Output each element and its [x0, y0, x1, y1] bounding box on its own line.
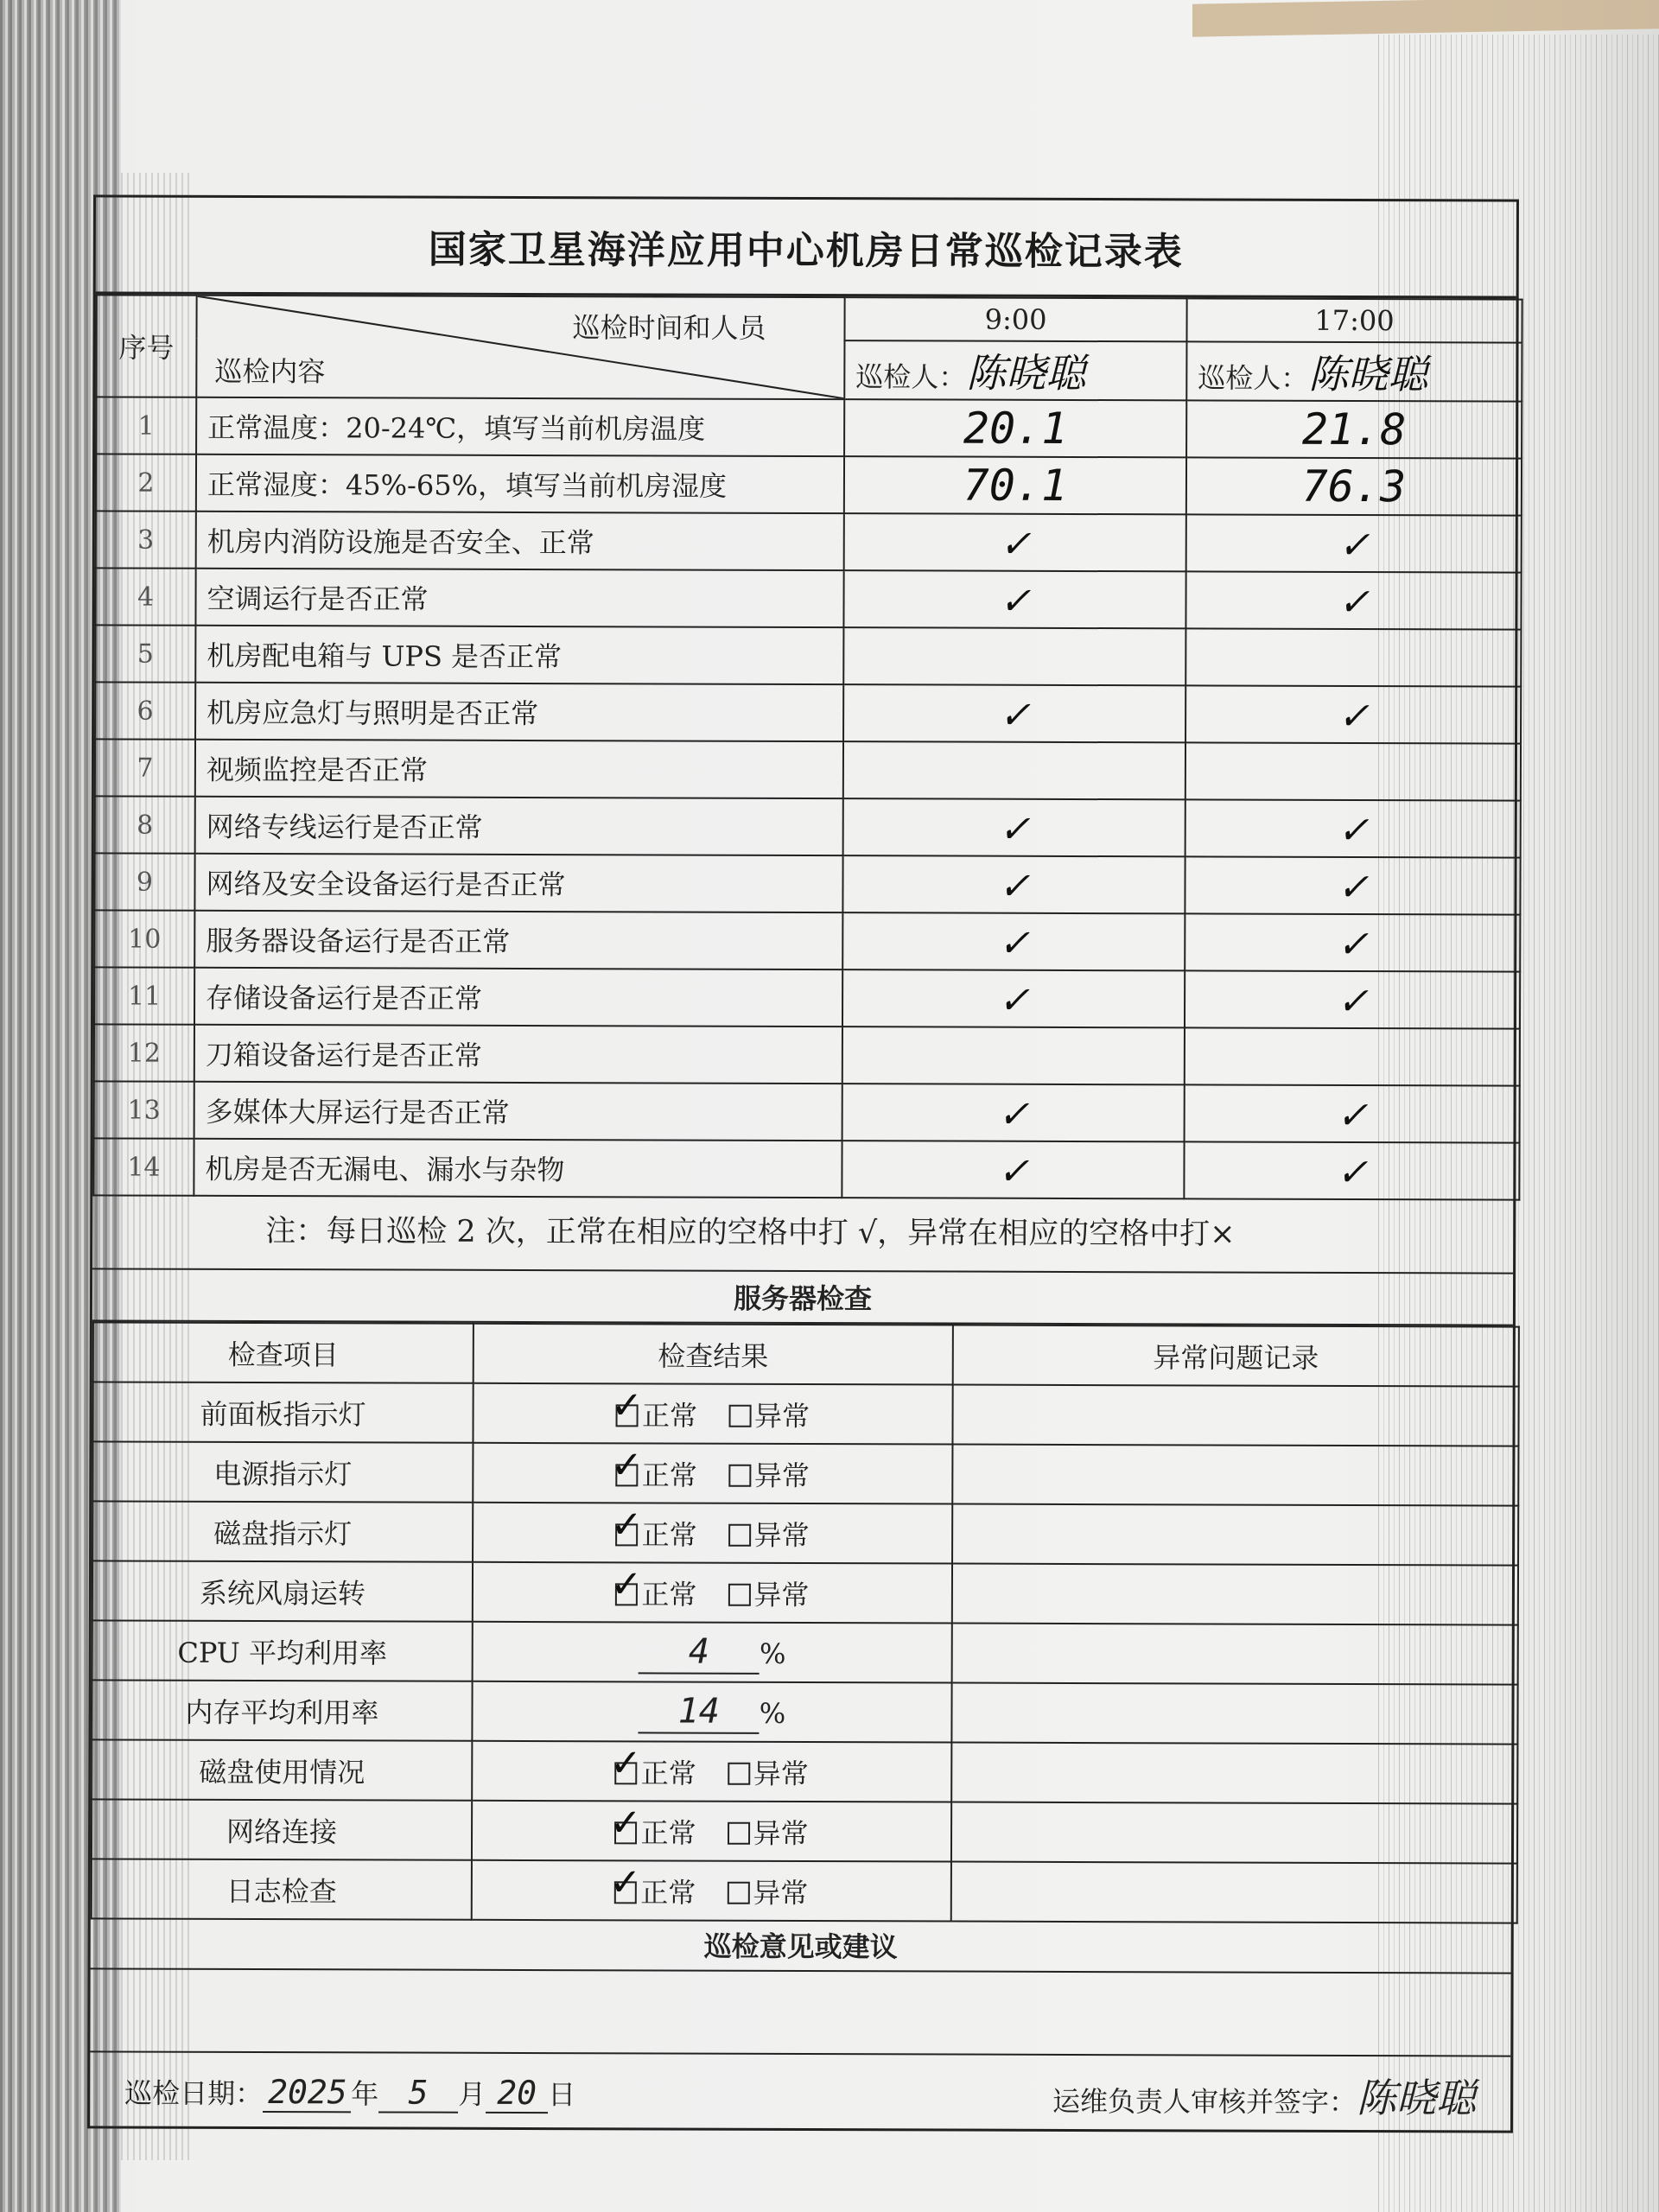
inspection-row: [94, 910, 1520, 971]
check-mark-icon: ✓: [609, 1740, 642, 1785]
server-item-issue[interactable]: [951, 1862, 1517, 1923]
row-value-5pm[interactable]: ✓: [1185, 1084, 1520, 1142]
inspector-cell-1: [844, 340, 1186, 400]
form-title: 国家卫星海洋应用中心机房日常巡检记录表: [96, 197, 1516, 298]
server-item-result: [472, 1741, 951, 1802]
normal-option[interactable]: ✓ 正常: [610, 1502, 697, 1552]
server-item-issue[interactable]: [952, 1504, 1518, 1566]
abnormal-option[interactable]: 异常: [728, 1751, 809, 1791]
checkbox-checked[interactable]: [609, 1859, 642, 1904]
check-mark-icon: ✓: [609, 1800, 642, 1845]
inspector-cell-2: [1186, 341, 1522, 401]
server-item-issue[interactable]: [952, 1564, 1518, 1625]
server-item-name: 日志检查: [92, 1859, 472, 1919]
row-value-5pm[interactable]: [1185, 628, 1521, 686]
row-item: 刀箱设备运行是否正常: [194, 1025, 842, 1084]
row-number: 9: [94, 853, 194, 910]
approver-signature: 陈晓聪: [1357, 2075, 1477, 2122]
row-number: 11: [94, 967, 194, 1024]
row-value-5pm[interactable]: ✓: [1186, 514, 1522, 572]
row-value-9am[interactable]: ✓: [842, 969, 1185, 1027]
inspection-form: [87, 194, 1519, 2133]
server-item-name: 磁盘使用情况: [92, 1739, 472, 1800]
server-row: [92, 1501, 1518, 1565]
inspector-signature-2: 陈晓聪: [1308, 350, 1428, 398]
row-value-5pm[interactable]: 21.8: [1186, 400, 1522, 458]
row-value-9am[interactable]: ✓: [842, 855, 1185, 913]
server-item-result: [472, 1860, 951, 1922]
inspection-row: [94, 1024, 1520, 1085]
row-value-9am[interactable]: [843, 741, 1185, 799]
suggest-area[interactable]: [90, 1969, 1510, 2056]
row-item: 机房应急灯与照明是否正常: [195, 683, 843, 741]
server-row: [92, 1620, 1518, 1684]
row-value-5pm[interactable]: ✓: [1184, 1141, 1519, 1199]
server-item-result: [473, 1383, 952, 1445]
inspection-row: [95, 682, 1521, 743]
checkbox-empty[interactable]: [728, 1821, 750, 1844]
row-number: 13: [94, 1081, 194, 1138]
row-value-5pm[interactable]: ✓: [1185, 799, 1521, 857]
inspector-signature-1: 陈晓聪: [966, 349, 1086, 397]
suggest-title: 巡检意见或建议: [91, 1917, 1511, 1974]
server-row: [92, 1560, 1518, 1624]
inspection-row: [95, 739, 1521, 800]
abnormal-option[interactable]: 异常: [728, 1513, 810, 1553]
row-value-5pm[interactable]: 76.3: [1186, 457, 1522, 515]
server-item-issue[interactable]: [951, 1802, 1517, 1864]
normal-option[interactable]: ✓ 正常: [610, 1442, 697, 1492]
normal-option[interactable]: ✓ 正常: [610, 1561, 697, 1611]
check-mark-icon: ✓: [610, 1561, 643, 1606]
server-item-issue[interactable]: [952, 1624, 1518, 1685]
row-number: 5: [95, 625, 195, 682]
usage-value[interactable]: 4: [639, 1630, 760, 1674]
check-mark-icon: ✓: [611, 1382, 644, 1427]
date-field: [124, 2071, 575, 2113]
server-row: [92, 1859, 1517, 1923]
abnormal-option[interactable]: 异常: [728, 1394, 810, 1433]
row-value-9am[interactable]: [842, 1027, 1185, 1084]
checkbox-checked[interactable]: [610, 1561, 643, 1606]
checkbox-empty[interactable]: [728, 1762, 750, 1784]
row-number: 7: [95, 739, 195, 796]
server-item-name: 系统风扇运转: [92, 1560, 473, 1621]
inspection-row: [94, 967, 1520, 1028]
server-item-issue[interactable]: [952, 1445, 1518, 1506]
row-item: 正常温度：20-24℃，填写当前机房温度: [196, 397, 844, 456]
row-number: 3: [96, 511, 196, 568]
normal-option[interactable]: ✓ 正常: [609, 1800, 696, 1850]
inspection-row: [96, 454, 1522, 515]
row-item: 正常湿度：45%-65%，填写当前机房湿度: [196, 454, 844, 513]
day-unit: 日: [548, 2077, 576, 2111]
abnormal-option[interactable]: 异常: [727, 1871, 808, 1910]
server-item-name: 网络连接: [92, 1799, 472, 1859]
row-number: 10: [94, 910, 194, 967]
row-value-9am[interactable]: 70.1: [844, 456, 1186, 514]
row-value-5pm[interactable]: ✓: [1185, 913, 1520, 971]
server-row: [92, 1382, 1518, 1446]
seq-header: 序号: [96, 295, 196, 397]
server-item-name: CPU 平均利用率: [92, 1620, 473, 1681]
row-number: 6: [95, 682, 195, 739]
row-number: 12: [94, 1024, 194, 1081]
row-value-9am[interactable]: [843, 627, 1185, 685]
checkbox-checked[interactable]: [609, 1800, 642, 1845]
row-value-9am[interactable]: ✓: [842, 1141, 1184, 1198]
row-number: 1: [96, 397, 196, 454]
server-item-result: [473, 1562, 952, 1624]
check-mark-icon: ✓: [609, 1859, 642, 1904]
row-value-9am[interactable]: ✓: [843, 798, 1185, 856]
col-issue-header: 异常问题记录: [953, 1325, 1519, 1387]
sign-label: 运维负责人审核并签字：: [1052, 2084, 1357, 2120]
row-value-5pm[interactable]: ✓: [1185, 685, 1521, 743]
date-year[interactable]: 2025: [263, 2073, 351, 2113]
inspection-row: [94, 853, 1520, 914]
server-table: [91, 1321, 1520, 1923]
abnormal-option[interactable]: 异常: [728, 1573, 809, 1612]
check-mark-icon: ✓: [610, 1442, 643, 1487]
row-item: 机房内消防设施是否安全、正常: [196, 512, 844, 570]
server-row: [92, 1441, 1518, 1505]
note-text: 注：每日巡检 2 次，正常在相应的空格中打 √，异常在相应的空格中打×: [92, 1188, 1513, 1274]
checkbox-checked[interactable]: [610, 1502, 643, 1547]
approval-field: [1052, 2066, 1476, 2125]
checkbox-empty[interactable]: [727, 1881, 749, 1904]
row-value-5pm[interactable]: ✓: [1185, 970, 1520, 1028]
row-item: 网络专线运行是否正常: [195, 797, 843, 855]
server-row: [92, 1799, 1517, 1863]
checkbox-empty[interactable]: [728, 1464, 751, 1486]
date-label: 巡检日期：: [124, 2076, 264, 2110]
server-item-issue[interactable]: [952, 1385, 1518, 1446]
normal-option[interactable]: ✓ 正常: [609, 1859, 696, 1910]
row-number: 4: [95, 568, 195, 625]
inspection-row: [95, 625, 1521, 686]
checkbox-checked[interactable]: [610, 1442, 643, 1487]
usage-value[interactable]: 14: [639, 1690, 760, 1733]
year-unit: 年: [351, 2076, 379, 2110]
time-slot-1: 9:00: [844, 297, 1186, 341]
row-number: 2: [96, 454, 196, 511]
row-item: 空调运行是否正常: [195, 569, 843, 627]
inspection-row: [96, 511, 1522, 572]
server-item-name: 电源指示灯: [92, 1441, 473, 1502]
row-item: 存储设备运行是否正常: [194, 968, 842, 1027]
server-item-name: 磁盘指示灯: [92, 1501, 473, 1561]
inspector-label: 巡检人：: [1198, 361, 1309, 395]
checkbox-checked[interactable]: [611, 1382, 644, 1427]
inspection-table: [92, 294, 1522, 1200]
check-mark-icon: ✓: [610, 1502, 643, 1547]
row-value-9am[interactable]: 20.1: [844, 399, 1186, 457]
date-month[interactable]: 5: [378, 2073, 458, 2113]
percent-sign: %: [759, 1696, 786, 1730]
abnormal-option[interactable]: 异常: [728, 1453, 810, 1493]
month-unit: 月: [458, 2077, 486, 2111]
row-value-5pm[interactable]: ✓: [1185, 571, 1521, 629]
col-result-header: 检查结果: [474, 1324, 953, 1385]
server-section-title: 服务器检查: [92, 1269, 1513, 1325]
row-number: 14: [93, 1138, 194, 1195]
row-item: 机房配电箱与 UPS 是否正常: [195, 626, 843, 684]
row-item: 网络及安全设备运行是否正常: [194, 854, 842, 912]
row-value-9am[interactable]: ✓: [844, 513, 1186, 571]
server-item-issue[interactable]: [951, 1683, 1517, 1745]
abnormal-option[interactable]: 异常: [727, 1811, 808, 1851]
date-day[interactable]: 20: [486, 2073, 548, 2113]
server-item-name: 内存平均利用率: [92, 1680, 472, 1740]
row-item: 视频监控是否正常: [195, 740, 843, 798]
normal-option[interactable]: ✓ 正常: [611, 1382, 698, 1433]
row-value-5pm[interactable]: [1185, 742, 1521, 800]
inspection-row: [95, 796, 1521, 857]
form-footer: [90, 2052, 1510, 2134]
server-item-result: [472, 1801, 951, 1862]
server-item-result: [473, 1443, 952, 1504]
row-item: 多媒体大屏运行是否正常: [194, 1082, 842, 1141]
inspector-label: 巡检人：: [855, 360, 967, 394]
row-number: 8: [95, 796, 195, 853]
diag-bottom-label: 巡检内容: [214, 354, 326, 389]
row-value-9am[interactable]: ✓: [843, 570, 1185, 628]
inspection-row: [96, 397, 1522, 458]
server-row: [92, 1739, 1517, 1803]
server-item-issue[interactable]: [951, 1743, 1517, 1804]
row-value-9am[interactable]: ✓: [843, 684, 1185, 742]
percent-sign: %: [759, 1637, 786, 1670]
server-row: [92, 1680, 1517, 1744]
time-slot-2: 17:00: [1186, 298, 1522, 342]
server-item-result: [472, 1681, 951, 1743]
diag-top-label: 巡检时间和人员: [572, 311, 766, 345]
row-value-9am[interactable]: ✓: [842, 1084, 1185, 1141]
inspection-row: [94, 1081, 1520, 1142]
diagonal-header: [196, 296, 844, 399]
row-item: 机房是否无漏电、漏水与杂物: [194, 1139, 842, 1198]
checkbox-empty[interactable]: [728, 1404, 751, 1427]
checkbox-checked[interactable]: [609, 1740, 642, 1785]
checkbox-empty[interactable]: [728, 1583, 750, 1605]
inspection-row: [95, 568, 1521, 629]
normal-option[interactable]: ✓ 正常: [609, 1740, 696, 1790]
server-item-result: [473, 1622, 952, 1683]
row-value-9am[interactable]: ✓: [842, 912, 1185, 970]
col-item-header: 检查项目: [93, 1322, 474, 1382]
row-value-5pm[interactable]: [1185, 1027, 1520, 1085]
row-item: 服务器设备运行是否正常: [194, 911, 842, 969]
row-value-5pm[interactable]: ✓: [1185, 856, 1520, 914]
checkbox-empty[interactable]: [728, 1523, 751, 1546]
server-item-name: 前面板指示灯: [92, 1382, 473, 1442]
server-item-result: [473, 1503, 952, 1564]
